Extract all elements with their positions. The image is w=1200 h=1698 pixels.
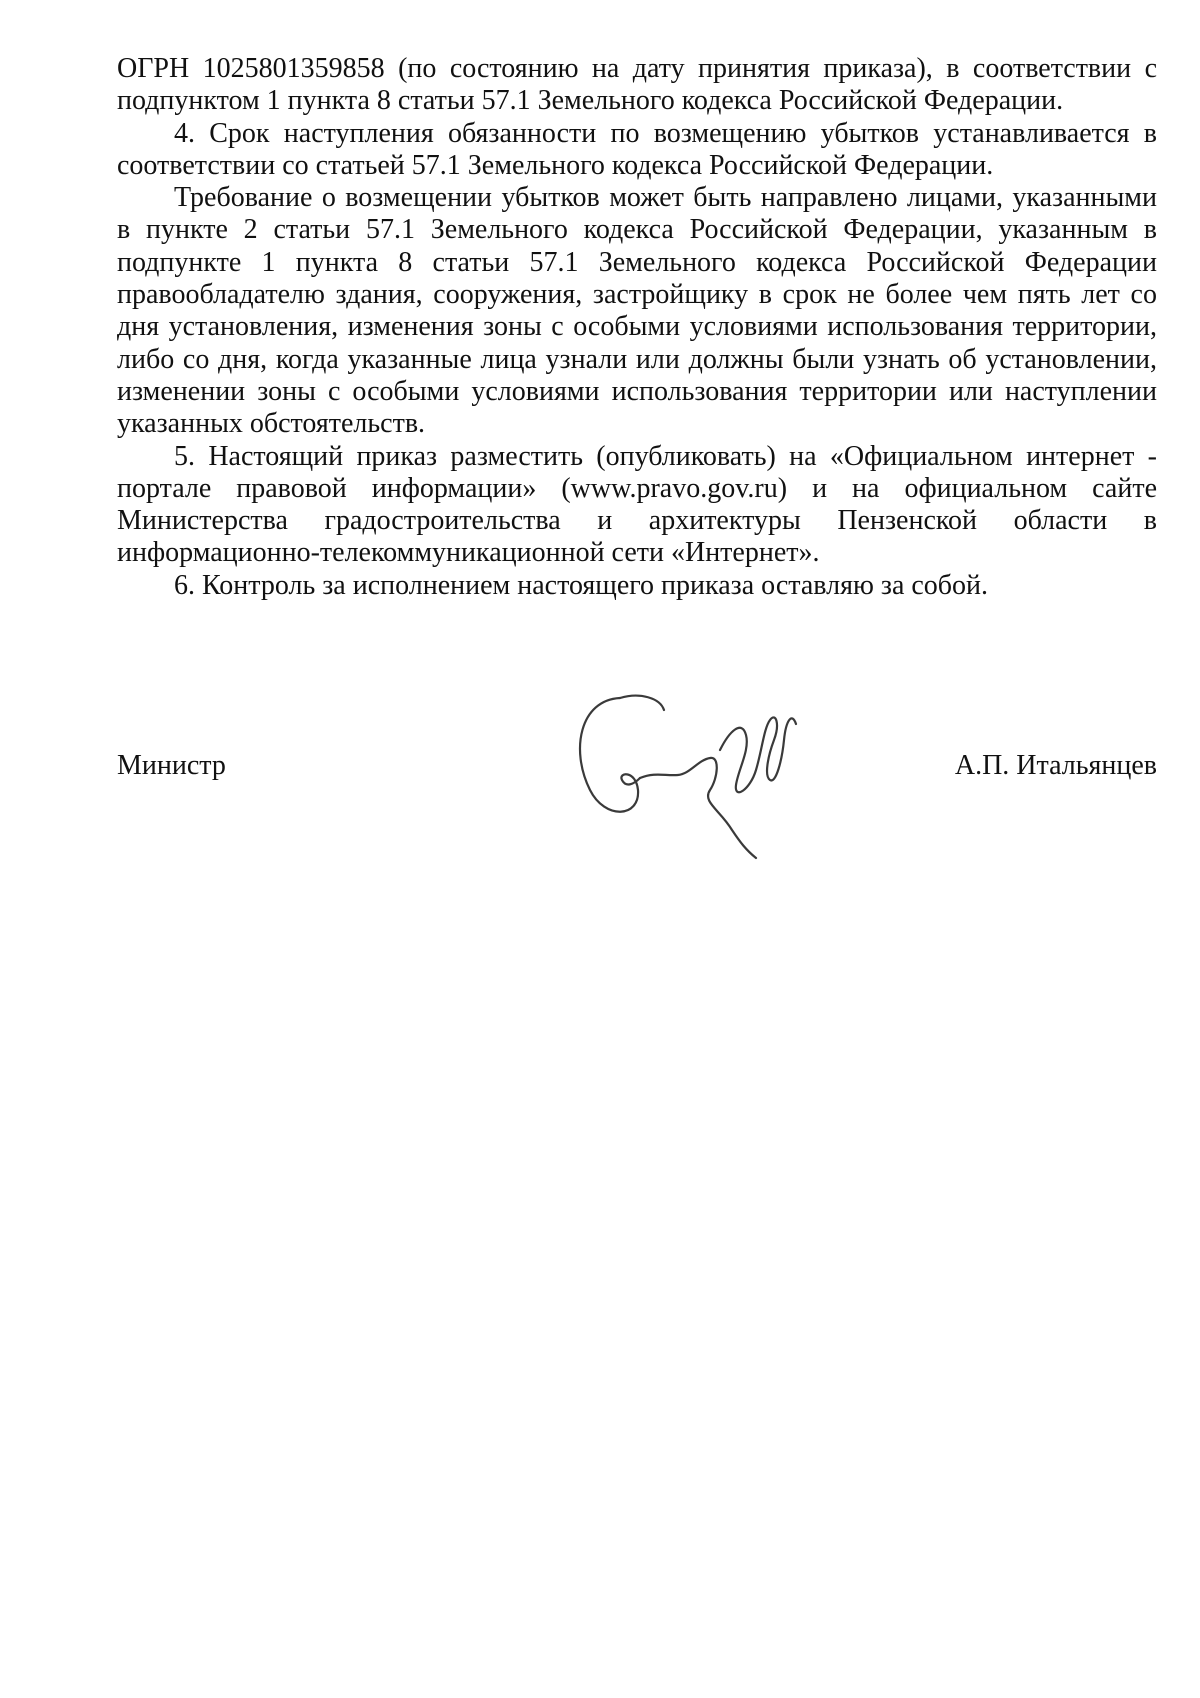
paragraph-claim: Требование о возмещении убытков может быть направлено лицами, указанными в пункте 2 статьи 57.1 Земельного кодекса Российской Федерации, указанным в подпункте 1 пункта 8 статьи 57.1 Земельного кодекса Российской Федерации правообладателю здания, сооружения, застройщику в срок не более чем пять лет со дня установления, изменения зоны с особыми условиями использования территории, либо со дня, когда указанные лица узнали или должны были узнать об установлении, изменении зоны с особыми условиями использования территории или наступлении указанных обстоятельств. xyxy=(117,182,1157,440)
signatory-name: А.П. Итальянцев xyxy=(954,750,1157,781)
document-body xyxy=(117,53,1157,602)
paragraph-4: 4. Срок наступления обязанности по возмещению убытков устанавливается в соответствии со статьей 57.1 Земельного кодекса Российской Федерации. xyxy=(117,117,1157,181)
paragraph-6: 6. Контроль за исполнением настоящего приказа оставляю за собой. xyxy=(174,569,989,601)
handwritten-signature xyxy=(560,680,820,860)
paragraph-ogrn: ОГРН 1025801359858 (по состоянию на дату принятия приказа), в соответствии с подпунктом 1 пункта 8 статьи 57.1 Земельного кодекса Российской Федерации. xyxy=(117,53,1157,117)
signatory-position: Министр xyxy=(117,750,226,781)
paragraph-5: 5. Настоящий приказ разместить (опубликовать) на «Официальном интернет - портале правовой информации» (www.pravo.gov.ru) и на официальном сайте Министерства градостроительства и архитектуры Пензенской области в информационно-телекоммуникационной сети «Интернет». xyxy=(117,440,1157,569)
